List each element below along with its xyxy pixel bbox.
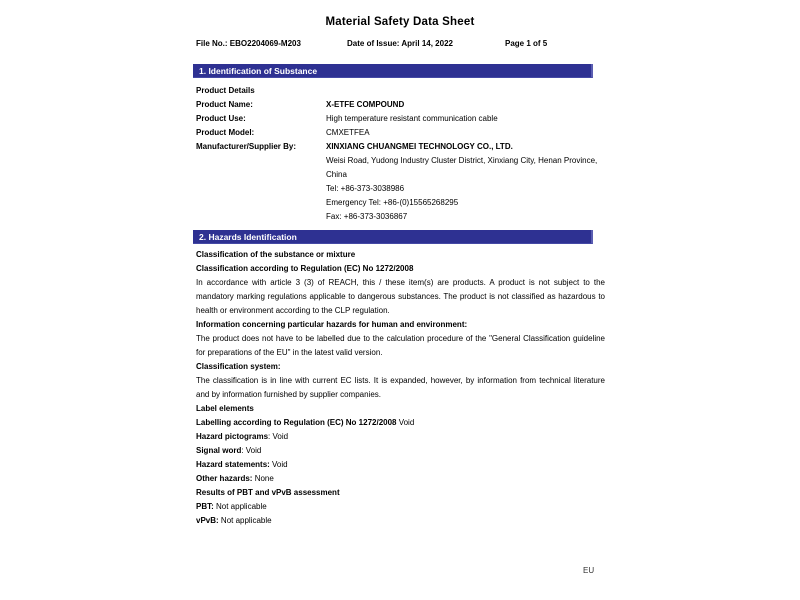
manufacturer-value: XINXIANG CHUANGMEI TECHNOLOGY CO., LTD. — [326, 142, 513, 151]
product-use-value: High temperature resistant communication cable — [326, 114, 498, 123]
labelling-procedure-paragraph: The product does not have to be labelled due to the calculation procedure of the "General Classification guideline for preparations of the EU" in the latest valid version. — [196, 334, 605, 357]
classification-substance-heading: Classification of the substance or mixture — [196, 250, 356, 259]
reach-paragraph: In accordance with article 3 (3) of REACH, this / these item(s) are products. A product is not subject to the mandatory marking regulations applicable to dangerous substances. The product is not classified as hazardous to health or environment according to the CLP regulation. — [196, 278, 605, 315]
date-of-issue: Date of Issue: April 14, 2022 — [347, 39, 453, 48]
supplier-address-line-2: China — [326, 170, 347, 179]
product-use-label: Product Use: — [196, 114, 246, 123]
footer-region-label: EU — [583, 566, 595, 575]
classification-system-heading: Classification system: — [196, 362, 281, 371]
product-name-value: X-ETFE COMPOUND — [326, 100, 405, 109]
product-name-label: Product Name: — [196, 100, 253, 109]
labelling-regulation-line: Labelling according to Regulation (EC) No 1272/2008 Void — [196, 418, 415, 427]
particular-hazards-heading: Information concerning particular hazards for human and environment: — [196, 320, 468, 329]
supplier-telephone: Tel: +86-373-3038986 — [326, 184, 405, 193]
section-2-content — [196, 248, 605, 528]
pbt-vpvb-heading: Results of PBT and vPvB assessment — [196, 488, 340, 497]
section-2-header: 2. Hazards Identification — [193, 230, 593, 244]
product-model-label: Product Model: — [196, 128, 255, 137]
product-name-row — [196, 98, 605, 112]
page-number: Page 1 of 5 — [505, 39, 548, 48]
hazard-statements-line: Hazard statements: Void — [196, 460, 288, 469]
supplier-emergency-telephone: Emergency Tel: +86-(0)15565268295 — [326, 198, 459, 207]
classification-system-paragraph: The classification is in line with current EC lists. It is expanded, however, by information from technical literature and by information furnished by supplier companies. — [196, 376, 605, 399]
signal-word-line: Signal word: Void — [196, 446, 262, 455]
classification-regulation-heading: Classification according to Regulation (EC) No 1272/2008 — [196, 264, 414, 273]
vpvb-line: vPvB: Not applicable — [196, 516, 272, 525]
section-1-header: 1. Identification of Substance — [193, 64, 593, 78]
document-title: Material Safety Data Sheet — [325, 16, 475, 28]
section-1-content — [196, 84, 605, 224]
manufacturer-row — [196, 140, 605, 154]
product-model-row — [196, 126, 605, 140]
product-model-value: CMXETFEA — [326, 128, 370, 137]
manufacturer-label: Manufacturer/Supplier By: — [196, 142, 297, 151]
supplier-address-line-1: Weisi Road, Yudong Industry Cluster District, Xinxiang City, Henan Province, — [326, 156, 598, 165]
product-use-row — [196, 112, 605, 126]
label-elements-heading: Label elements — [196, 404, 254, 413]
other-hazards-line: Other hazards: None — [196, 474, 274, 483]
document-meta-row — [196, 39, 605, 51]
product-details-subtitle: Product Details — [196, 86, 255, 95]
pbt-line: PBT: Not applicable — [196, 502, 267, 511]
file-number: File No.: EBO2204069-M203 — [196, 39, 301, 48]
hazard-pictograms-line: Hazard pictograms: Void — [196, 432, 289, 441]
supplier-fax: Fax: +86-373-3036867 — [326, 212, 408, 221]
